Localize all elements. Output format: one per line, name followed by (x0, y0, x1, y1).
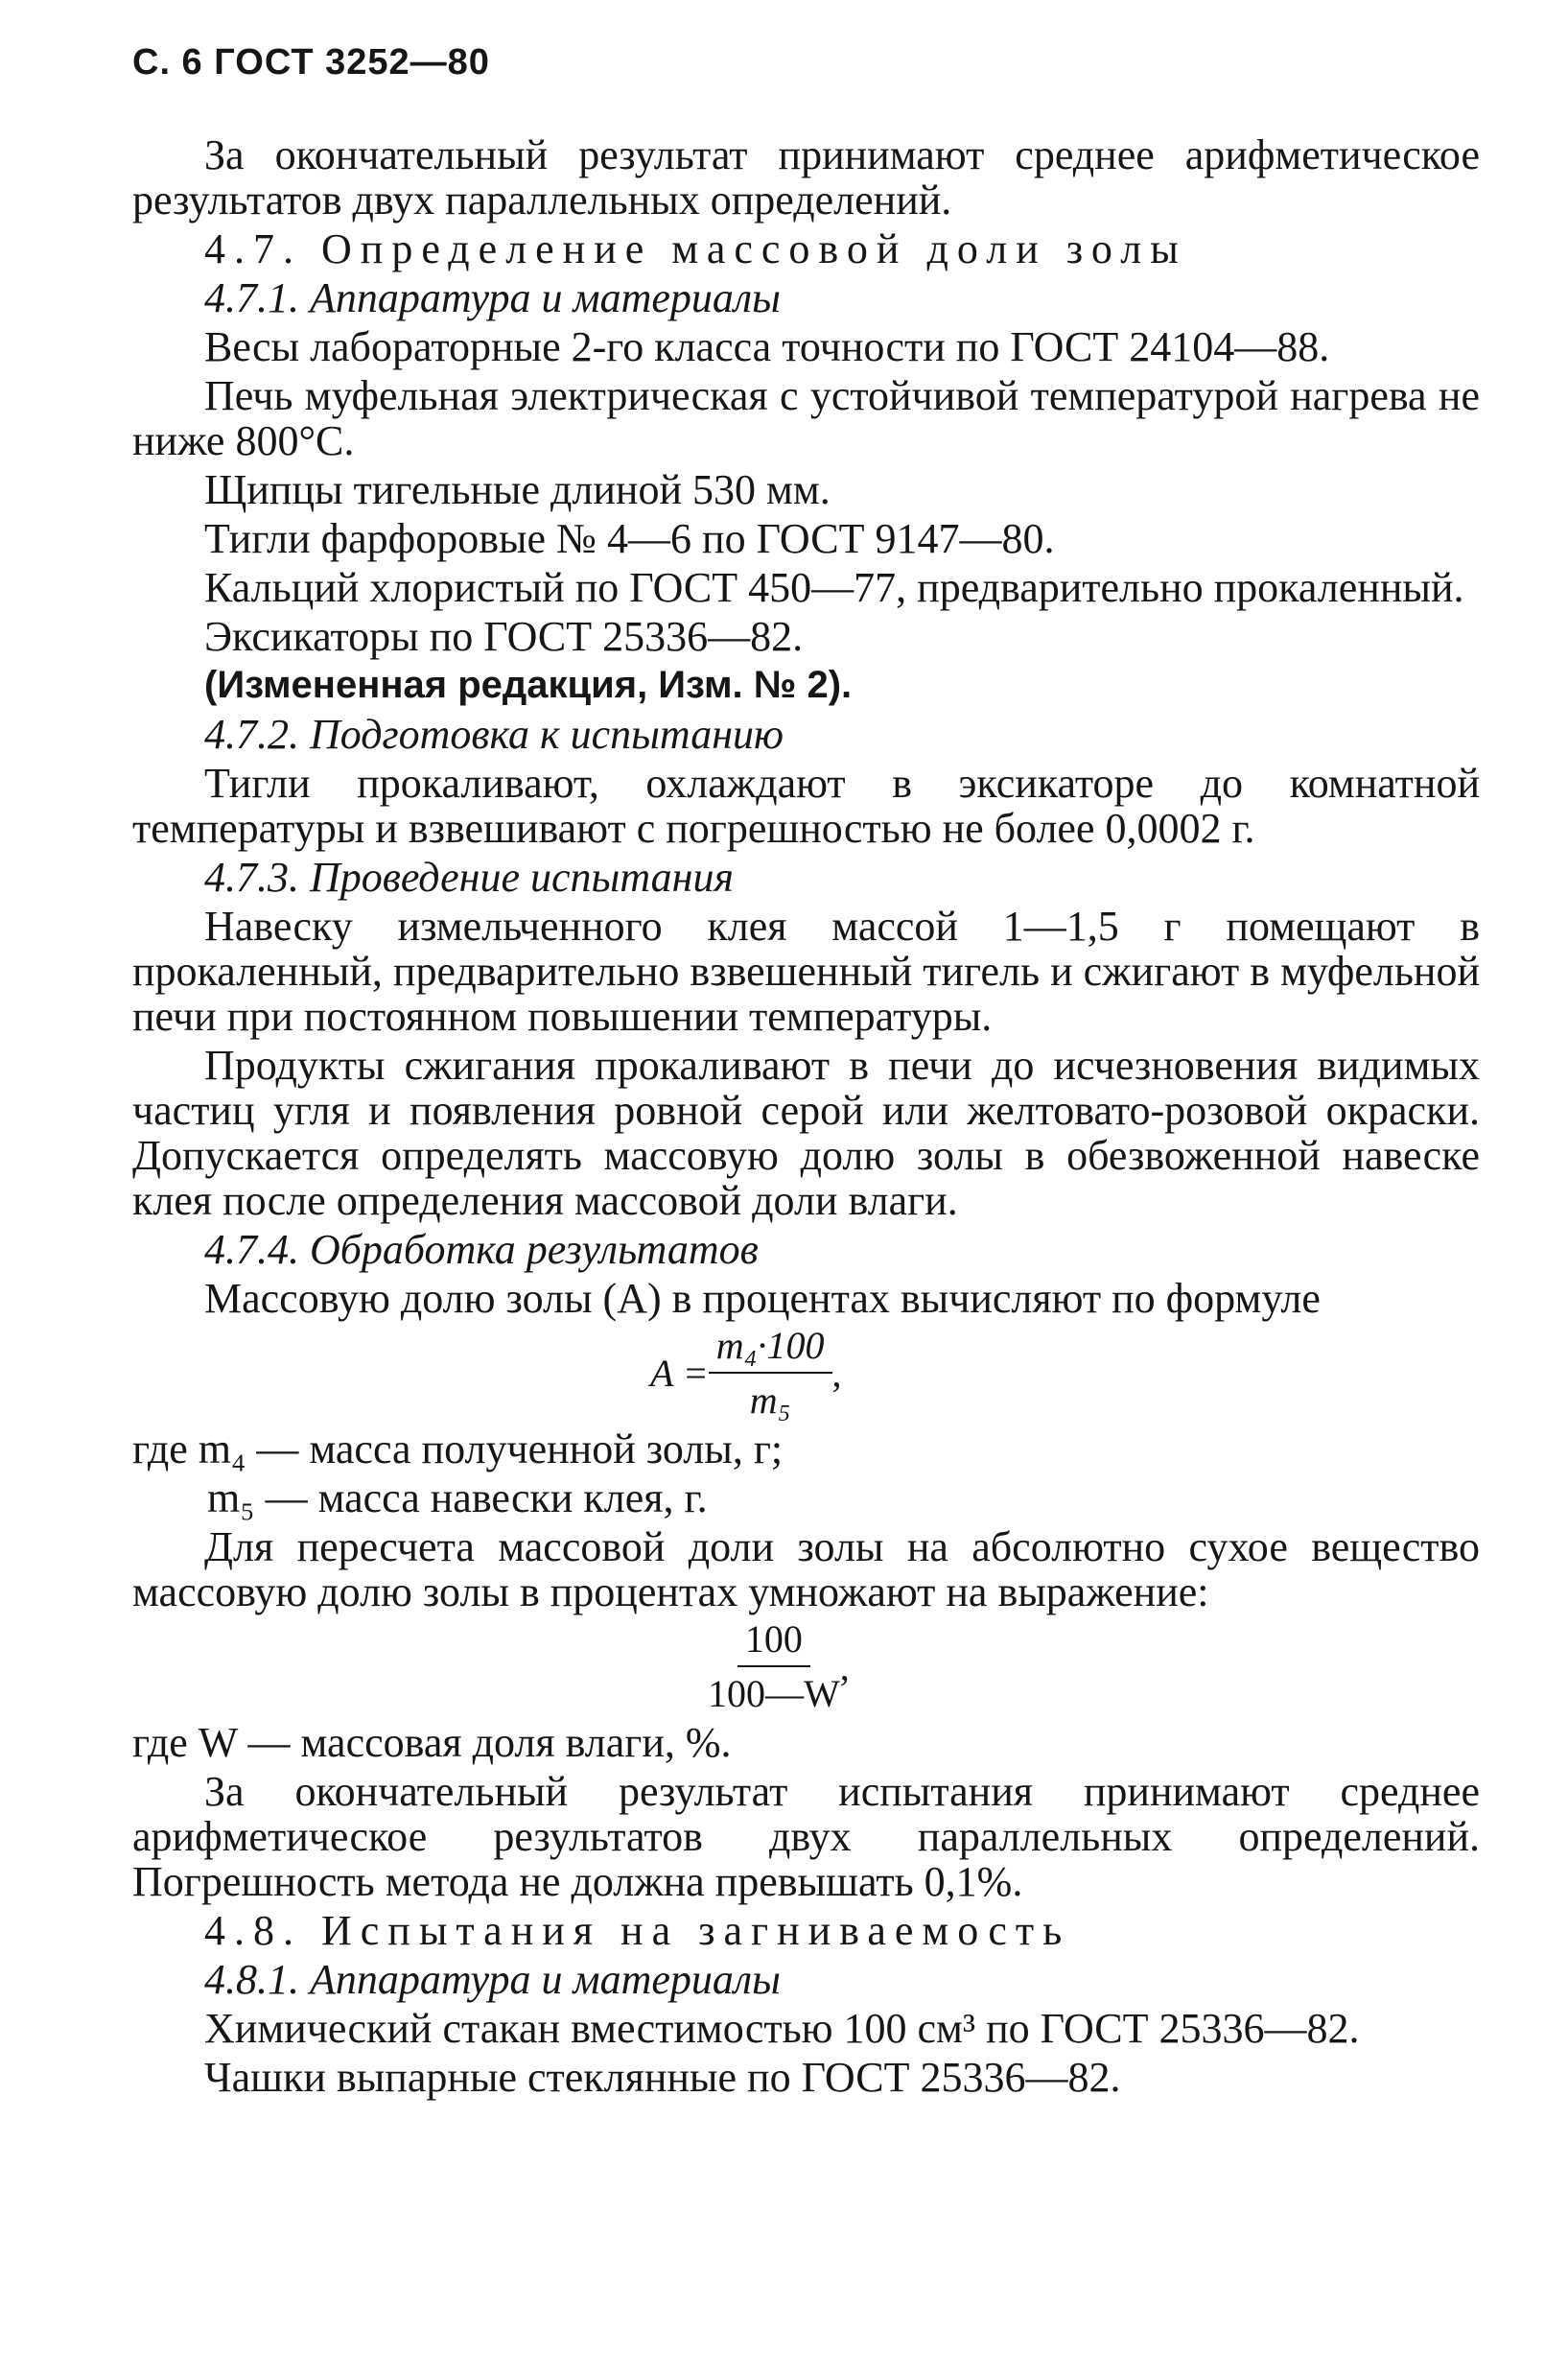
paragraph: Эксикаторы по ГОСТ 25336—82. (204, 613, 804, 660)
formula-denominator: m₅ (749, 1378, 791, 1422)
paragraph: За окончательный результат принимают среднее арифметическое результатов двух параллельных определений. (132, 131, 1480, 224)
legend-line: m₅ — масса навески клея, г. (207, 1474, 708, 1521)
formula-fraction (709, 1323, 832, 1423)
ash-formula (132, 1324, 1480, 1422)
formula-legend (132, 1426, 1480, 1520)
paragraph: Кальций хлористый по ГОСТ 450—77, предварительно прокаленный. (204, 564, 1464, 611)
subsection-heading: 4.7.2. Подготовка к испытанию (204, 711, 784, 758)
paragraph: Тигли фарфоровые № 4—6 по ГОСТ 9147—80. (204, 515, 1055, 562)
formula-lhs: A = (650, 1351, 709, 1395)
page-header: С. 6 ГОСТ 3252—80 (132, 42, 490, 82)
legend-line: где m₄ — масса полученной золы, г; (132, 1425, 784, 1472)
paragraph: Щипцы тигельные длиной 530 мм. (204, 466, 831, 513)
paragraph: Продукты сжигания прокаливают в печи до исчезновения видимых частиц угля и появления ровной серой или желтовато-розовой окраски. Допускается определять массовую долю золы в обезвоженной навеске клея после определения массовой доли влаги. (132, 1042, 1480, 1224)
section-heading: 4.8. Испытания на загниваемость (204, 1907, 1071, 1954)
subsection-heading: 4.8.1. Аппаратура и материалы (204, 1956, 781, 2003)
paragraph: Химический стакан вместимостью 100 см³ по ГОСТ 25336—82. (204, 2005, 1360, 2052)
paragraph: Для пересчета массовой доли золы на абсолютно сухое вещество массовую долю золы в процентах умножают на выражение: (132, 1523, 1480, 1615)
formula-fraction (708, 1616, 840, 1716)
dry-basis-formula (132, 1617, 1480, 1715)
document-body (132, 132, 1480, 2104)
formula-numerator: 100 (737, 1616, 810, 1667)
formula-numerator: m₄·100 (709, 1323, 832, 1374)
paragraph: Печь муфельная электрическая с устойчивой температурой нагрева не ниже 800°С. (132, 372, 1480, 464)
formula-trail: , (839, 1644, 850, 1688)
subsection-heading: 4.7.4. Обработка результатов (204, 1226, 759, 1273)
paragraph: Чашки выпарные стеклянные по ГОСТ 25336—82. (204, 2054, 1121, 2101)
paragraph: За окончательный результат испытания принимают среднее арифметическое результатов двух параллельных определений. Погрешность метода не должна превышать 0,1%. (132, 1768, 1480, 1905)
paragraph: Массовую долю золы (A) в процентах вычисляют по формуле (204, 1275, 1321, 1322)
paragraph: Навеску измельченного клея массой 1—1,5 г помещают в прокаленный, предварительно взвешенный тигель и сжигают в муфельной печи при постоянном повышении температуры. (132, 903, 1480, 1040)
paragraph: Тигли прокаливают, охлаждают в эксикаторе до комнатной температуры и взвешивают с погрешностью не более 0,0002 г. (132, 760, 1480, 852)
legend-line: где W — массовая доля влаги, %. (132, 1719, 732, 1766)
formula-trail: , (831, 1351, 842, 1395)
subsection-heading: 4.7.3. Проведение испытания (204, 854, 734, 901)
subsection-heading: 4.7.1. Аппаратура и материалы (204, 274, 781, 321)
section-heading: 4.7. Определение массовой доли золы (204, 225, 1187, 272)
formula-denominator: 100—W (708, 1672, 840, 1715)
paragraph: Весы лабораторные 2-го класса точности по ГОСТ 24104—88. (204, 323, 1330, 370)
amendment-note: (Измененная редакция, Изм. № 2). (204, 664, 853, 706)
